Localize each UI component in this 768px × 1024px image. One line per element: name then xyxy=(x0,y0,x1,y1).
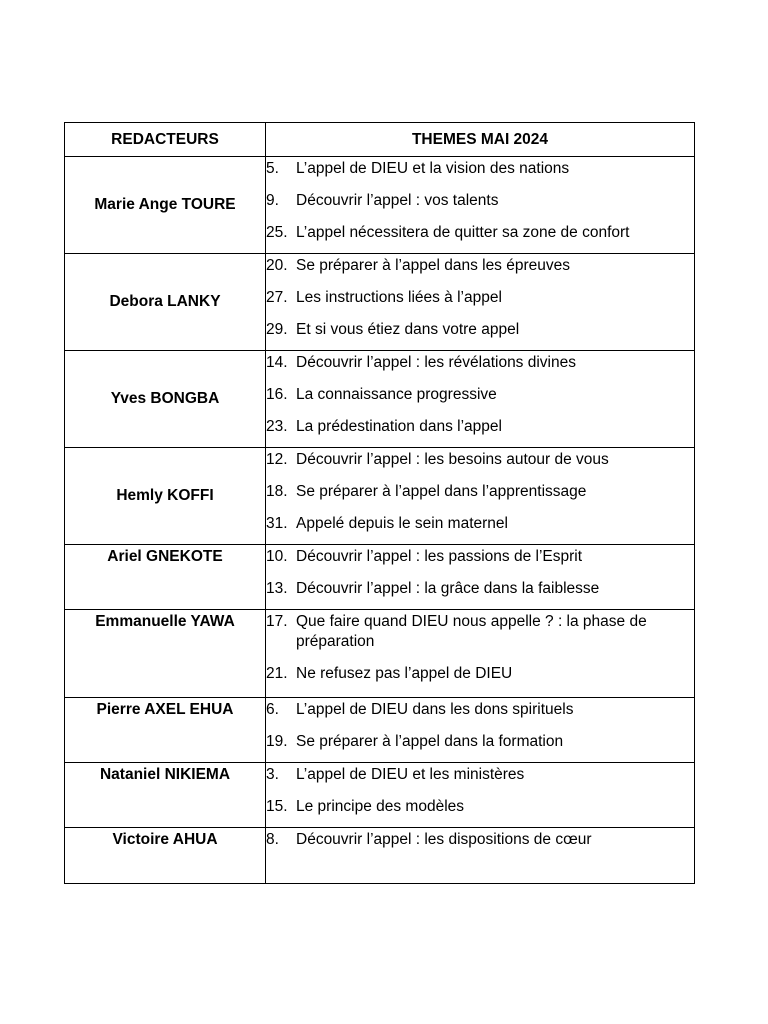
writer-name: Ariel GNEKOTE xyxy=(65,545,266,610)
topic-item xyxy=(266,797,694,817)
topic-item xyxy=(266,320,694,340)
table-row xyxy=(65,610,695,698)
topics-cell xyxy=(266,545,695,610)
topic-list xyxy=(266,700,694,752)
topic-title: Le principe des modèles xyxy=(296,798,465,815)
writer-name: Nataniel NIKIEMA xyxy=(65,763,266,828)
header-themes: THEMES MAI 2024 xyxy=(266,123,695,157)
topic-number: 9. xyxy=(266,192,279,209)
topic-item xyxy=(266,417,694,437)
table-row xyxy=(65,545,695,610)
topic-title: L’appel de DIEU et la vision des nations xyxy=(296,160,570,177)
topic-item xyxy=(266,612,694,652)
topics-cell xyxy=(266,157,695,254)
topic-item xyxy=(266,514,694,534)
topic-title: L’appel de DIEU dans les dons spirituels xyxy=(296,701,574,718)
topics-cell xyxy=(266,448,695,545)
topic-title: Ne refusez pas l’appel de DIEU xyxy=(296,665,513,682)
topic-title: Découvrir l’appel : vos talents xyxy=(296,192,499,209)
topic-title: Se préparer à l’appel dans les épreuves xyxy=(296,257,571,274)
writer-name: Pierre AXEL EHUA xyxy=(65,698,266,763)
topic-number: 12. xyxy=(266,451,288,468)
topic-title: Et si vous étiez dans votre appel xyxy=(296,321,520,338)
table-row xyxy=(65,157,695,254)
topic-item xyxy=(266,450,694,470)
table-row xyxy=(65,763,695,828)
topic-number: 23. xyxy=(266,418,288,435)
topic-item xyxy=(266,482,694,502)
topic-title: Les instructions liées à l’appel xyxy=(296,289,502,306)
topic-list xyxy=(266,612,694,684)
topic-number: 5. xyxy=(266,160,279,177)
topic-item xyxy=(266,765,694,785)
table-body xyxy=(65,157,695,884)
topic-number: 14. xyxy=(266,354,288,371)
topic-item xyxy=(266,191,694,211)
topic-number: 16. xyxy=(266,386,288,403)
topic-list xyxy=(266,830,694,850)
topic-list xyxy=(266,765,694,817)
topic-title: Se préparer à l’appel dans la formation xyxy=(296,733,564,750)
topic-item xyxy=(266,223,694,243)
topic-title: Découvrir l’appel : les passions de l’Esprit xyxy=(296,548,583,565)
topics-cell xyxy=(266,351,695,448)
writer-name: Yves BONGBA xyxy=(65,351,266,448)
themes-table xyxy=(64,122,695,884)
topics-cell xyxy=(266,828,695,884)
table-row xyxy=(65,254,695,351)
topic-number: 6. xyxy=(266,701,279,718)
topic-list xyxy=(266,159,694,243)
topic-title: La prédestination dans l’appel xyxy=(296,418,502,435)
writer-name: Debora LANKY xyxy=(65,254,266,351)
topic-number: 15. xyxy=(266,798,288,815)
topic-item xyxy=(266,159,694,179)
topics-cell xyxy=(266,610,695,698)
topic-title: L’appel nécessitera de quitter sa zone de confort xyxy=(296,224,630,241)
topic-title: La connaissance progressive xyxy=(296,386,497,403)
topic-number: 29. xyxy=(266,321,288,338)
topic-number: 18. xyxy=(266,483,288,500)
topic-list xyxy=(266,450,694,534)
writer-name: Hemly KOFFI xyxy=(65,448,266,545)
topic-number: 19. xyxy=(266,733,288,750)
topics-cell xyxy=(266,254,695,351)
topic-number: 25. xyxy=(266,224,288,241)
topics-cell xyxy=(266,698,695,763)
topic-item xyxy=(266,579,694,599)
topic-list xyxy=(266,547,694,599)
topic-number: 3. xyxy=(266,766,279,783)
topic-list xyxy=(266,353,694,437)
topic-item xyxy=(266,700,694,720)
topic-number: 10. xyxy=(266,548,288,565)
topic-title: Que faire quand DIEU nous appelle ? : la phase de préparation xyxy=(296,613,647,650)
table-row xyxy=(65,828,695,884)
topic-item xyxy=(266,353,694,373)
topic-item xyxy=(266,547,694,567)
topic-item xyxy=(266,664,694,684)
topic-title: Découvrir l’appel : les besoins autour de vous xyxy=(296,451,609,468)
topic-number: 20. xyxy=(266,257,288,274)
topic-title: Appelé depuis le sein maternel xyxy=(296,515,508,532)
topic-item xyxy=(266,385,694,405)
table-row xyxy=(65,351,695,448)
topic-item xyxy=(266,256,694,276)
topic-number: 8. xyxy=(266,831,279,848)
topic-title: Se préparer à l’appel dans l’apprentissage xyxy=(296,483,587,500)
topic-number: 27. xyxy=(266,289,288,306)
topic-number: 13. xyxy=(266,580,288,597)
topic-item xyxy=(266,288,694,308)
topic-number: 31. xyxy=(266,515,288,532)
topic-item xyxy=(266,732,694,752)
topic-title: Découvrir l’appel : les dispositions de cœur xyxy=(296,831,592,848)
topic-item xyxy=(266,830,694,850)
topic-title: L’appel de DIEU et les ministères xyxy=(296,766,525,783)
topic-number: 17. xyxy=(266,613,288,630)
table-row xyxy=(65,448,695,545)
topic-number: 21. xyxy=(266,665,288,682)
topic-title: Découvrir l’appel : la grâce dans la faiblesse xyxy=(296,580,600,597)
writer-name: Victoire AHUA xyxy=(65,828,266,884)
topics-cell xyxy=(266,763,695,828)
header-row xyxy=(65,123,695,157)
topic-title: Découvrir l’appel : les révélations divines xyxy=(296,354,576,371)
writer-name: Marie Ange TOURE xyxy=(65,157,266,254)
header-writers: REDACTEURS xyxy=(65,123,266,157)
topic-list xyxy=(266,256,694,340)
writer-name: Emmanuelle YAWA xyxy=(65,610,266,698)
table-row xyxy=(65,698,695,763)
